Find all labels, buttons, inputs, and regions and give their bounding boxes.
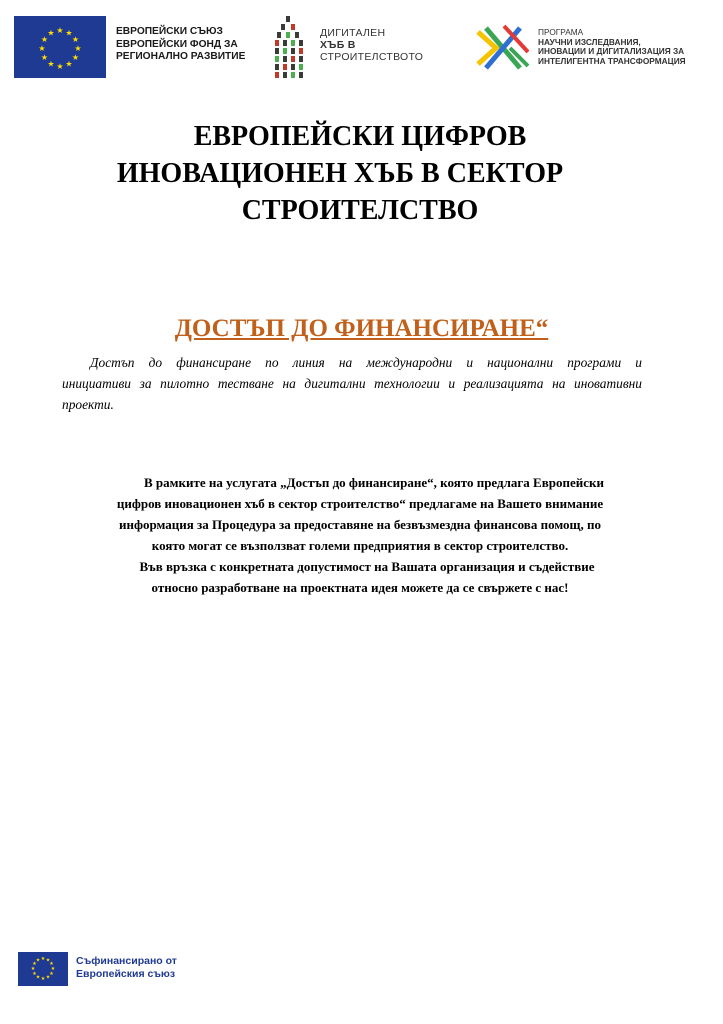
body-line: информация за Процедура за предоставяне на безвъзмездна финансова помощ, по — [119, 517, 601, 532]
document-title — [60, 118, 660, 229]
program-label — [538, 28, 686, 66]
title-line: СТРОИТЕЛСТВО — [241, 195, 479, 226]
body-line: Във връзка с конкретната допустимост на Вашата организация и съдействие — [139, 559, 595, 574]
hub-label-line: ДИГИТАЛЕН — [320, 27, 386, 39]
body-line: която могат се възползват големи предприятия в сектор строителство. — [151, 538, 569, 553]
title-line: ИНОВАЦИОНЕН ХЪБ В СЕКТОР — [116, 158, 564, 189]
eu-label-line: ЕВРОПЕЙСКИ СЪЮЗ — [116, 26, 223, 37]
svg-text:★: ★ — [74, 44, 82, 53]
svg-text:★: ★ — [45, 974, 51, 981]
svg-text:★: ★ — [56, 62, 64, 71]
eu-fund-label — [116, 26, 245, 64]
svg-text:★: ★ — [65, 28, 73, 38]
section-heading: ДОСТЪП ДО ФИНАНСИРАНЕ“ — [174, 315, 549, 342]
svg-text:★: ★ — [45, 957, 51, 964]
svg-text:★: ★ — [47, 28, 55, 38]
svg-text:★: ★ — [40, 956, 46, 962]
program-label-line: НАУЧНИ ИЗСЛЕДВАНИЯ, — [538, 36, 641, 47]
svg-text:★: ★ — [35, 957, 41, 964]
svg-text:★: ★ — [56, 26, 64, 35]
svg-text:★: ★ — [38, 44, 46, 53]
program-label-line: ИНТЕЛИГЕНТНА ТРАНСФОРМАЦИЯ — [538, 55, 686, 66]
body-paragraph — [50, 472, 670, 598]
intro-first-line: Достъп до финансиране по линия на международни и национални програми и — [90, 355, 642, 370]
program-x-logo-icon — [474, 22, 532, 74]
svg-text:★: ★ — [49, 961, 54, 967]
svg-text:★: ★ — [32, 961, 37, 967]
intro-rest: инициативи за пилотно тестване на дигитални технологии и реализацията на иновативни проекти. — [62, 376, 642, 412]
hub-label-line: СТРОИТЕЛСТВОТО — [320, 51, 424, 63]
cofunded-line: Съфинансирано от — [76, 955, 177, 967]
eu-flag-footer-logo — [18, 952, 68, 986]
svg-text:★: ★ — [40, 976, 46, 982]
svg-text:★: ★ — [71, 53, 80, 62]
svg-text:★: ★ — [71, 35, 80, 44]
svg-text:★: ★ — [40, 53, 49, 62]
digital-hub-logo-icon — [272, 12, 312, 82]
hub-label-line: ХЪБ В — [320, 39, 356, 51]
svg-text:★: ★ — [32, 971, 37, 977]
svg-text:★: ★ — [65, 59, 73, 69]
title-line: ЕВРОПЕЙСКИ ЦИФРОВ — [193, 121, 527, 152]
cofunded-line: Европейския съюз — [76, 968, 176, 980]
program-label-line: ПРОГРАМА — [538, 27, 584, 37]
program-label-line: ИНОВАЦИИ И ДИГИТАЛИЗАЦИЯ ЗА — [538, 46, 685, 57]
eu-label-line: РЕГИОНАЛНО РАЗВИТИЕ — [116, 51, 246, 62]
svg-text:★: ★ — [30, 966, 36, 972]
svg-text:★: ★ — [50, 966, 56, 972]
body-line: В рамките на услугата „Достъп до финансиране“, която предлага Европейски — [144, 475, 604, 490]
eu-flag-logo — [14, 16, 106, 78]
digital-hub-label — [320, 27, 423, 63]
eu-stars-icon — [14, 16, 106, 78]
eu-label-line: ЕВРОПЕЙСКИ ФОНД ЗА — [116, 38, 238, 50]
svg-text:★: ★ — [47, 59, 55, 69]
eu-stars-icon — [18, 952, 68, 986]
body-line: цифров иновационен хъб в сектор строителство“ предлагаме на Вашето внимание — [116, 496, 604, 511]
cofunded-label — [76, 955, 177, 981]
svg-text:★: ★ — [49, 971, 54, 977]
intro-paragraph — [62, 352, 642, 415]
svg-text:★: ★ — [40, 35, 49, 44]
body-line: относно разработване на проектната идея можете да се свържете с нас! — [151, 580, 569, 595]
svg-text:★: ★ — [35, 974, 41, 981]
